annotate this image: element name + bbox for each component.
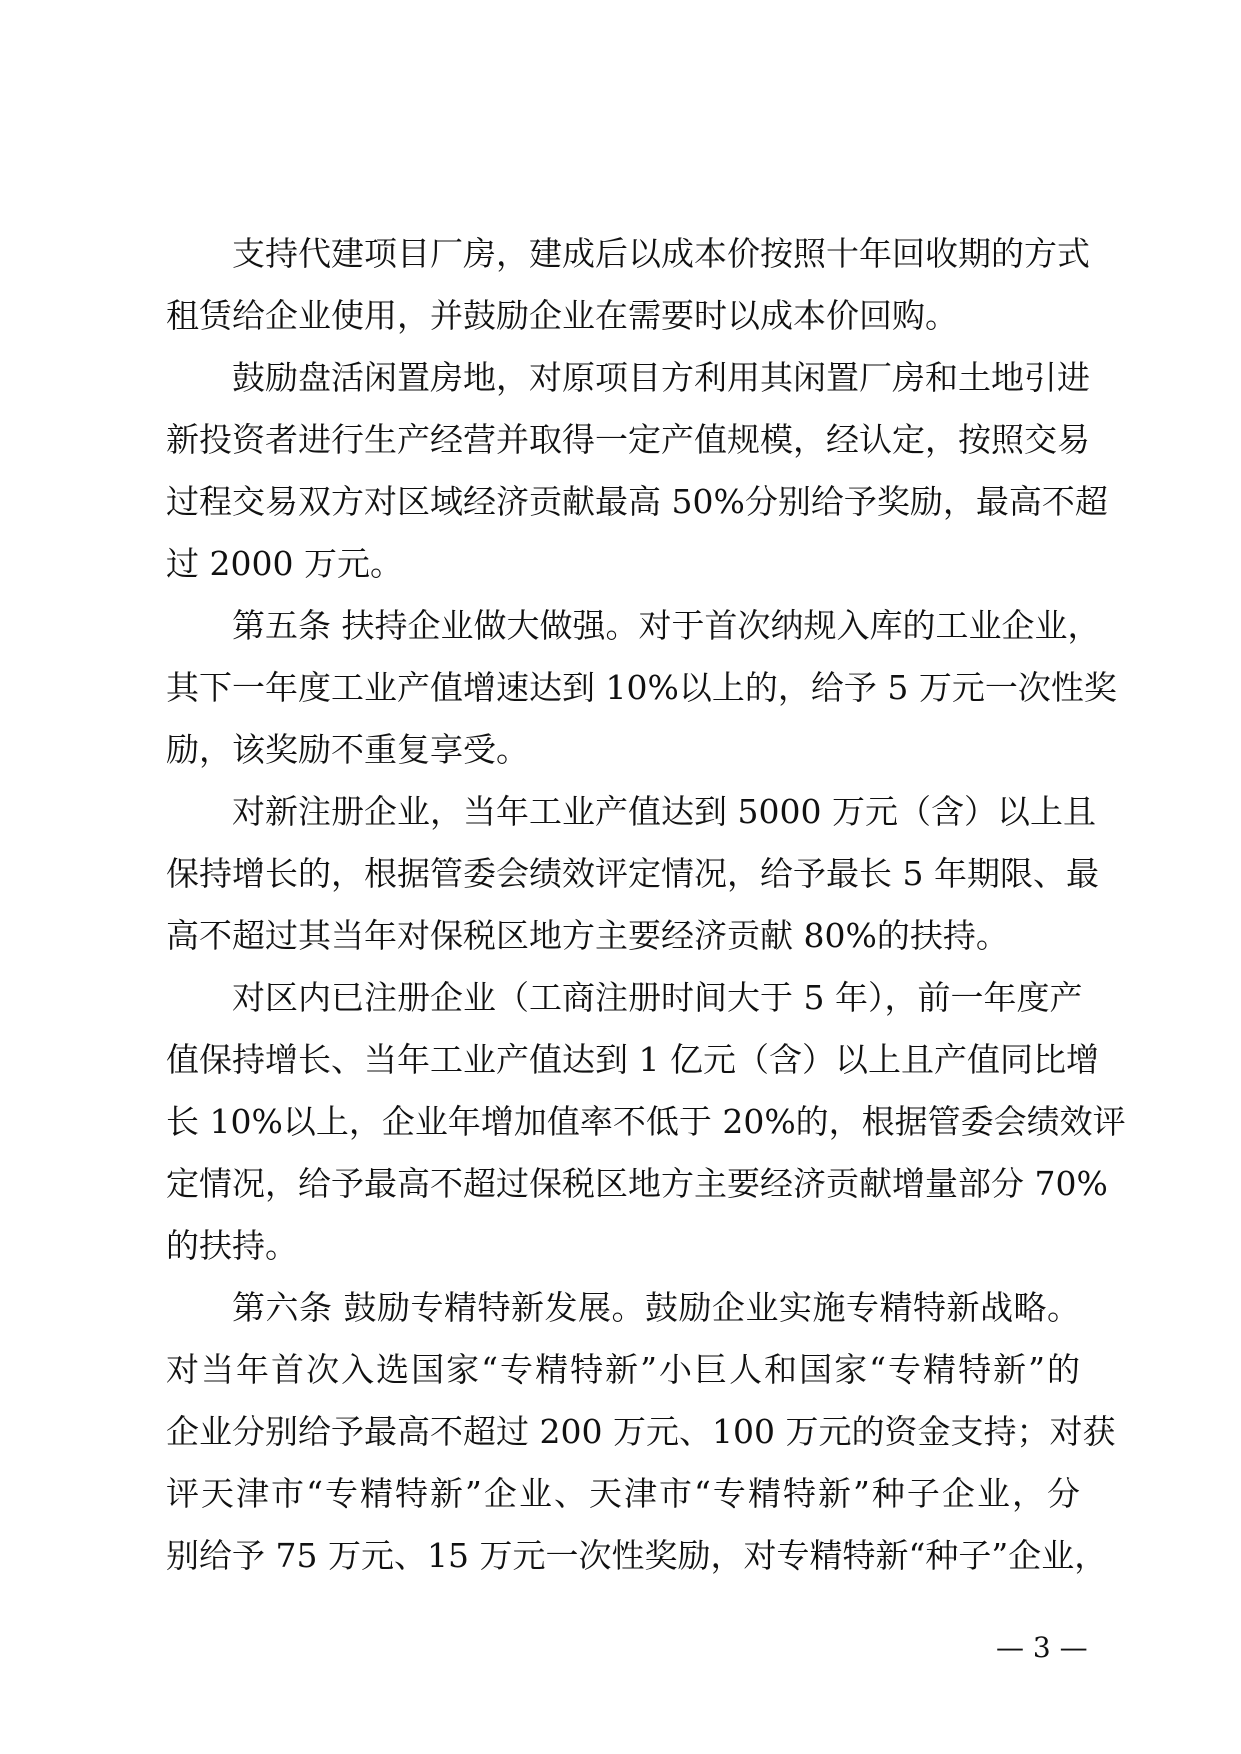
page-number: — 3 —: [996, 1631, 1088, 1664]
paragraph-line: 企业分别给予最高不超过 200 万元、100 万元的资金支持；对获: [166, 1412, 1116, 1451]
paragraph-line: 新投资者进行生产经营并取得一定产值规模，经认定，按照交易: [166, 420, 1090, 459]
paragraph-line: 对区内已注册企业（工商注册时间大于 5 年），前一年度产: [232, 978, 1083, 1017]
paragraph: [166, 781, 1099, 967]
paragraph: [166, 223, 1090, 347]
paragraph-line: 对当年首次入选国家“专精特新”小巨人和国家“专精特新”的: [166, 1350, 1080, 1389]
paragraph-line: 过 2000 万元。: [166, 544, 403, 583]
paragraph-line: 保持增长的，根据管委会绩效评定情况，给予最长 5 年期限、最: [166, 854, 1099, 893]
paragraph-line: 租赁给企业使用，并鼓励企业在需要时以成本价回购。: [166, 296, 958, 335]
paragraph-line: 支持代建项目厂房，建成后以成本价按照十年回收期的方式: [232, 234, 1090, 273]
paragraph-line: 其下一年度工业产值增速达到 10%以上的，给予 5 万元一次性奖: [166, 668, 1117, 707]
paragraph-line: 第六条 鼓励专精特新发展。鼓励企业实施专精特新战略。: [232, 1288, 1080, 1327]
paragraph-line: 的扶持。: [166, 1226, 298, 1265]
paragraph: [166, 1277, 1116, 1587]
paragraph-line: 别给予 75 万元、15 万元一次性奖励，对专精特新“种子”企业，: [166, 1536, 1108, 1575]
paragraph-line: 定情况，给予最高不超过保税区地方主要经济贡献增量部分 70%: [166, 1164, 1108, 1203]
paragraph-line: 励，该奖励不重复享受。: [166, 730, 529, 769]
paragraph: [166, 967, 1126, 1277]
paragraph-line: 鼓励盘活闲置房地，对原项目方利用其闲置厂房和土地引进: [232, 358, 1090, 397]
document-body: [166, 223, 1126, 1587]
paragraph-line: 值保持增长、当年工业产值达到 1 亿元（含）以上且产值同比增: [166, 1040, 1099, 1079]
paragraph: [166, 595, 1117, 781]
paragraph-line: 对新注册企业，当年工业产值达到 5000 万元（含）以上且: [232, 792, 1096, 831]
paragraph: [166, 347, 1108, 595]
paragraph-line: 过程交易双方对区域经济贡献最高 50%分别给予奖励，最高不超: [166, 482, 1108, 521]
paragraph-line: 高不超过其当年对保税区地方主要经济贡献 80%的扶持。: [166, 916, 1009, 955]
paragraph-line: 第五条 扶持企业做大做强。对于首次纳规入库的工业企业，: [232, 606, 1101, 645]
paragraph-line: 评天津市“专精特新”企业、天津市“专精特新”种子企业，分: [166, 1474, 1080, 1513]
paragraph-line: 长 10%以上，企业年增加值率不低于 20%的，根据管委会绩效评: [166, 1102, 1126, 1141]
